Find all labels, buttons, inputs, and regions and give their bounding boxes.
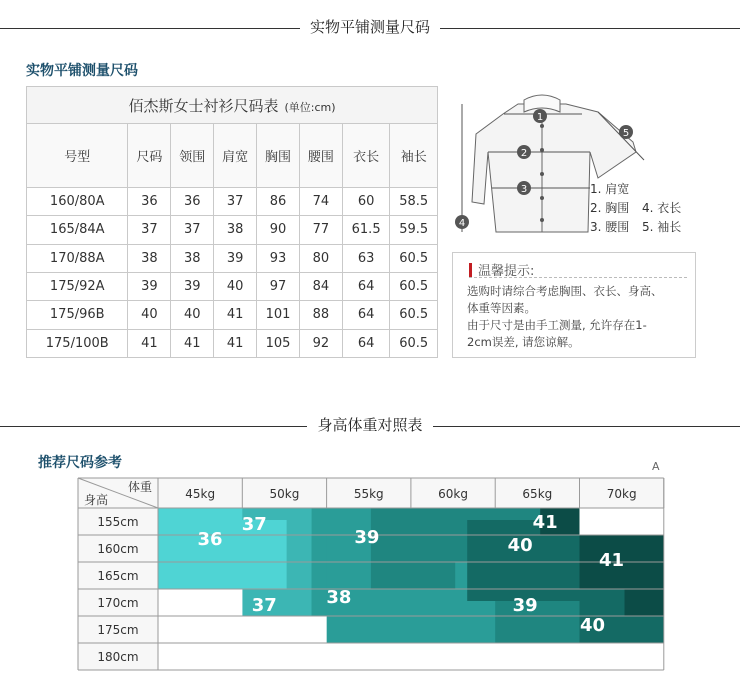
size-38-label: 38 bbox=[326, 587, 352, 608]
size-table-header: 领围 bbox=[171, 124, 214, 188]
svg-text:5: 5 bbox=[622, 128, 630, 139]
legend-2: 2. 胸围 bbox=[590, 201, 630, 215]
size-table-cell: 97 bbox=[257, 272, 300, 300]
size-39-label: 39 bbox=[512, 595, 538, 616]
size-37-label: 37 bbox=[241, 514, 267, 535]
size-table-cell: 41 bbox=[214, 301, 257, 329]
size-table-cell: 101 bbox=[257, 301, 300, 329]
size-table-cell: 88 bbox=[299, 301, 342, 329]
size-table-cell: 61.5 bbox=[342, 216, 390, 244]
size-table-cell: 38 bbox=[128, 244, 171, 272]
legend-5: 5. 袖长 bbox=[642, 220, 682, 234]
size-39-label: 39 bbox=[354, 527, 380, 548]
size-table-cell: 86 bbox=[257, 187, 300, 215]
weight-header: 70kg bbox=[606, 487, 637, 501]
height-header: 160cm bbox=[97, 542, 139, 556]
size-table-cell: 37 bbox=[171, 216, 214, 244]
size-table-header: 胸围 bbox=[257, 124, 300, 188]
size-37-label: 37 bbox=[251, 595, 277, 616]
size-table-cell: 165/84A bbox=[27, 216, 128, 244]
corner-mark: A bbox=[652, 460, 660, 473]
size-table-cell: 38 bbox=[214, 216, 257, 244]
height-header: 155cm bbox=[97, 515, 139, 529]
section-title: 实物平铺测量尺码 bbox=[300, 18, 440, 36]
corner-height-label: 身高 bbox=[84, 493, 109, 507]
size-table-cell: 60.5 bbox=[390, 244, 438, 272]
size-table-cell: 74 bbox=[299, 187, 342, 215]
tips-line: 2cm误差, 请您谅解。 bbox=[467, 335, 580, 349]
size-table-cell: 58.5 bbox=[390, 187, 438, 215]
tips-line: 由于尺寸是由手工测量, 允许存在1- bbox=[467, 318, 647, 332]
size-41-label: 41 bbox=[598, 550, 625, 571]
size-table-cell: 39 bbox=[128, 272, 171, 300]
size-table-header: 袖长 bbox=[390, 124, 438, 188]
size-table-header: 腰围 bbox=[299, 124, 342, 188]
svg-text:2: 2 bbox=[520, 148, 528, 159]
legend-3: 3. 腰围 bbox=[590, 220, 630, 234]
size-table-cell: 40 bbox=[171, 301, 214, 329]
size-table-cell: 80 bbox=[299, 244, 342, 272]
size-table-cell: 60.5 bbox=[390, 301, 438, 329]
weight-header: 45kg bbox=[185, 487, 216, 501]
size-table-cell: 92 bbox=[299, 329, 342, 357]
size-table-cell: 63 bbox=[342, 244, 390, 272]
size-table-cell: 170/88A bbox=[27, 244, 128, 272]
size-table-cell: 175/100B bbox=[27, 329, 128, 357]
height-header: 170cm bbox=[97, 596, 139, 610]
height-header: 180cm bbox=[97, 650, 139, 664]
size-table-cell: 60 bbox=[342, 187, 390, 215]
svg-text:3: 3 bbox=[520, 184, 528, 195]
size-table-cell: 105 bbox=[257, 329, 300, 357]
size-41-label: 41 bbox=[532, 512, 558, 533]
size-table-cell: 175/92A bbox=[27, 272, 128, 300]
size-table-cell: 36 bbox=[171, 187, 214, 215]
caption-text: 佰杰斯女士衬衫尺码表 bbox=[128, 96, 279, 115]
size-table-cell: 40 bbox=[128, 301, 171, 329]
section-title: 身高体重对照表 bbox=[307, 416, 432, 434]
size-table-cell: 37 bbox=[214, 187, 257, 215]
size-table-header: 肩宽 bbox=[214, 124, 257, 188]
tips-line: 体重等因素。 bbox=[467, 301, 536, 315]
size-36-label: 36 bbox=[197, 529, 223, 550]
size-table-cell: 59.5 bbox=[390, 216, 438, 244]
weight-header: 65kg bbox=[522, 487, 553, 501]
svg-text:4: 4 bbox=[458, 218, 466, 229]
size-table-cell: 40 bbox=[214, 272, 257, 300]
size-table-cell: 60.5 bbox=[390, 329, 438, 357]
legend-1: 1. 肩宽 bbox=[590, 182, 630, 196]
size-table-cell: 37 bbox=[128, 216, 171, 244]
size-table-cell: 84 bbox=[299, 272, 342, 300]
weight-header: 55kg bbox=[353, 487, 384, 501]
tips-line: 选购时请综合考虑胸围、衣长、身高、 bbox=[467, 284, 663, 298]
size-table-cell: 77 bbox=[299, 216, 342, 244]
size-table-cell: 160/80A bbox=[27, 187, 128, 215]
size-table-cell: 64 bbox=[342, 272, 390, 300]
empty-region bbox=[580, 508, 664, 535]
size-table-cell: 90 bbox=[257, 216, 300, 244]
size-table-header: 衣长 bbox=[342, 124, 390, 188]
size-table-cell: 39 bbox=[214, 244, 257, 272]
size-table-cell: 175/96B bbox=[27, 301, 128, 329]
weight-header: 60kg bbox=[438, 487, 468, 501]
size-table-header: 号型 bbox=[27, 124, 128, 188]
svg-text:1: 1 bbox=[536, 112, 544, 123]
size-table-cell: 41 bbox=[128, 329, 171, 357]
size-table-cell: 41 bbox=[171, 329, 214, 357]
size-table-header: 尺码 bbox=[128, 124, 171, 188]
subtitle-measure: 实物平铺测量尺码 bbox=[26, 63, 138, 79]
height-header: 175cm bbox=[97, 623, 139, 637]
size-table-cell: 64 bbox=[342, 301, 390, 329]
size-table-cell: 39 bbox=[171, 272, 214, 300]
empty-region bbox=[327, 643, 664, 670]
subtitle-recommend: 推荐尺码参考 bbox=[38, 455, 122, 471]
size-table-cell: 64 bbox=[342, 329, 390, 357]
tips-title-text: 温馨提示: bbox=[478, 264, 535, 279]
weight-header: 50kg bbox=[269, 487, 300, 501]
size-table-cell: 60.5 bbox=[390, 272, 438, 300]
caption-unit: (单位:cm) bbox=[284, 100, 336, 114]
height-header: 165cm bbox=[97, 569, 139, 583]
size-table-cell: 93 bbox=[257, 244, 300, 272]
corner-weight-label: 体重 bbox=[127, 480, 152, 494]
size-table-cell: 38 bbox=[171, 244, 214, 272]
size-region bbox=[312, 535, 327, 616]
size-table-cell: 36 bbox=[128, 187, 171, 215]
empty-region bbox=[158, 589, 242, 670]
size-table-cell: 41 bbox=[214, 329, 257, 357]
legend-4: 4. 衣长 bbox=[642, 201, 682, 215]
size-40-label: 40 bbox=[579, 615, 606, 636]
size-40-label: 40 bbox=[507, 535, 533, 556]
